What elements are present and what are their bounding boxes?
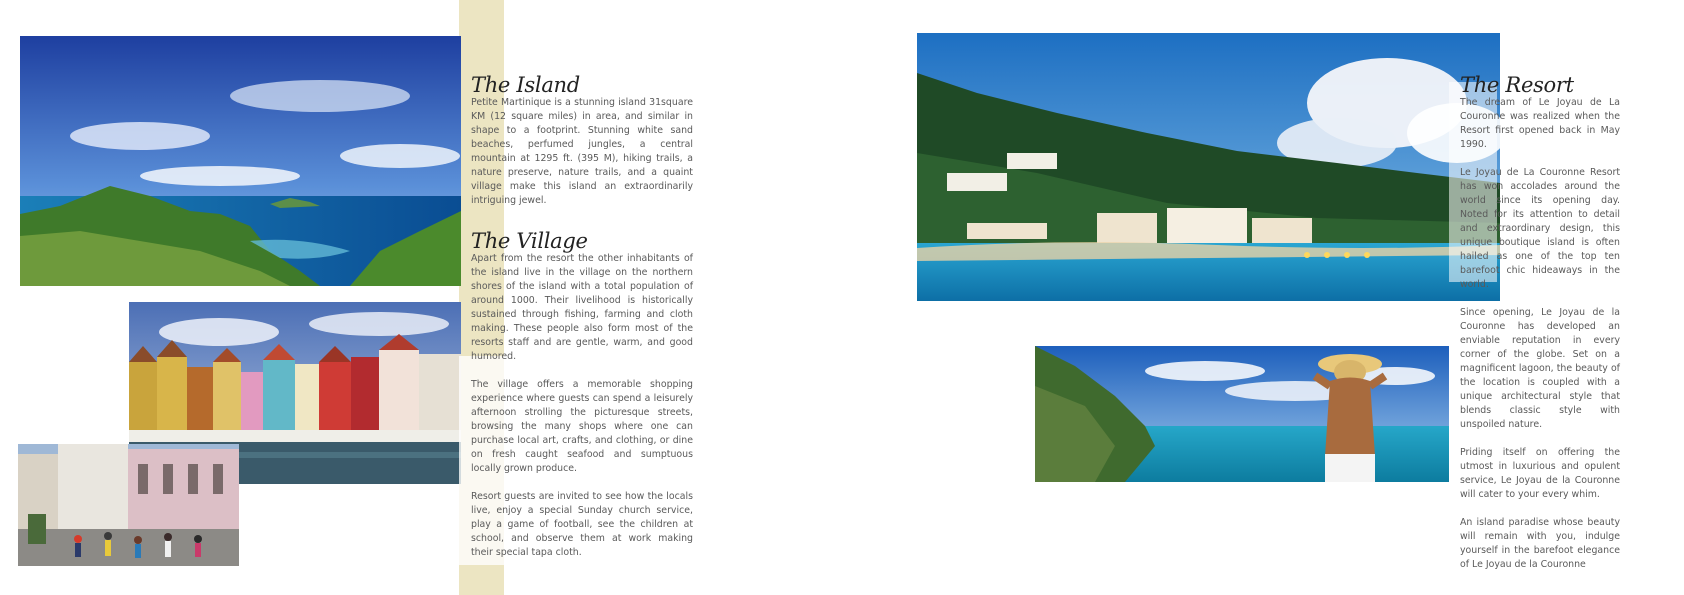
resort-section [1460, 72, 1620, 586]
village-section [471, 228, 693, 574]
village-paragraph-2: The village offers a memorable shopping experience where guests can spend a leisurely afternoon strolling the picturesque streets, browsing the many shops where one can purchase local art, crafts, and clothing, or dine on fresh caught seafood and sumptuous locally grown produce. [471, 379, 693, 474]
resort-paragraph-1: The dream of Le Joyau de La Couronne was realized when the Resort first opened back in May 1990. [1460, 97, 1620, 150]
village-heading: The Village [471, 229, 588, 253]
village-street-photo [18, 444, 239, 566]
resort-paragraph-3: Since opening, Le Joyau de la Couronne has developed an enviable reputation in every corner of the globe. Set on a magnificent lagoon, the beauty of the location is coupled with a unique architectural style that blends classic style with unspoiled nature. [1460, 307, 1620, 430]
beach-woman-photo [1035, 346, 1449, 482]
island-section [471, 72, 693, 222]
island-heading: The Island [471, 73, 580, 97]
resort-paragraph-4: Priding itself on offering the utmost in luxurious and opulent service, Le Joyau de la Couronne will cater to your every whim. [1460, 447, 1620, 500]
resort-paragraph-2: Le Joyau de La Couronne Resort has won accolades around the world since its opening day. Noted for its attention to detail and extraordinary design, this unique boutique island is often hailed as one of the top ten barefoot chic hideaways in the world. [1460, 167, 1620, 290]
resort-heading: The Resort [1460, 73, 1574, 97]
village-paragraph-3: Resort guests are invited to see how the locals live, enjoy a special Sunday church service, play a game of football, see the children at school, and observe them at work making their special tapa cloth. [471, 491, 693, 558]
village-paragraph-1: Apart from the resort the other inhabitants of the island live in the village on the northern shores of the island with a total population of around 1000. Their livelihood is historically sustained through fishing, farming and cloth making. These people also form most of the resorts staff and are gentle, warm, and good humored. [471, 253, 693, 362]
resort-lagoon-photo [917, 33, 1500, 301]
island-panorama-photo [20, 36, 461, 286]
resort-paragraph-5: An island paradise whose beauty will remain with you, indulge yourself in the barefoot elegance of Le Joyau de la Couronne [1460, 517, 1620, 570]
island-body: Petite Martinique is a stunning island 31square KM (12 square miles) in area, and similar in shape to a footprint. Stunning white sand beaches, perfumed jungles, a central mountain at 1295 ft. (395 M), hiking trails, a nature preserve, nature trails, and a quaint village make this island an extraordinarily intriguing jewel. [471, 97, 693, 206]
